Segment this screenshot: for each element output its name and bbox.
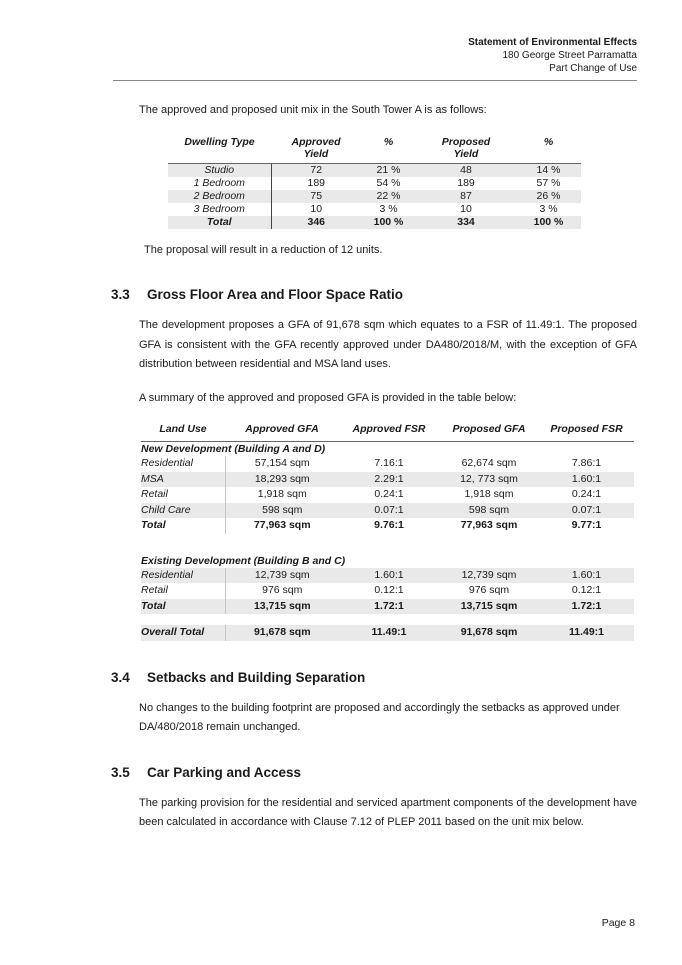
group-label-row [141, 554, 634, 568]
cell: 2 Bedroom [193, 189, 245, 202]
table-row [141, 583, 634, 599]
cell: Retail [141, 584, 168, 596]
section-title: Car Parking and Access [147, 764, 302, 780]
cell: 75 [271, 190, 361, 203]
cell: Studio [204, 163, 235, 176]
cell: 334 [457, 215, 475, 228]
cell: 13,715 sqm [225, 599, 339, 615]
cell: 2.29:1 [374, 472, 404, 485]
column-header: Proposed FSR [539, 421, 634, 442]
cell: 9.76:1 [374, 519, 404, 531]
table-row [141, 456, 634, 472]
gfa-paragraph: The development proposes a GFA of 91,678 sqm which equates to a FSR of 11.49:1. The proposed GFA is consistent with the GFA recently approved under DA480/2018/M, with the exception of GFA distribution between residential and MSA land uses. [139, 319, 637, 370]
cell: 13,715 sqm [460, 599, 518, 612]
page-number: Page 8 [601, 917, 635, 929]
overall-total-row [141, 625, 634, 641]
cell: 7.86:1 [571, 457, 602, 469]
cell: 0.24:1 [571, 488, 602, 500]
gfa-table [141, 421, 634, 641]
cell: 26 % [536, 189, 561, 202]
section-number: 3.3 [111, 287, 130, 302]
cell: 9.77:1 [571, 519, 602, 531]
cell: 0.12:1 [374, 584, 404, 596]
cell: Overall Total [141, 626, 205, 638]
cell: 1.72:1 [571, 599, 602, 612]
page-content [111, 101, 637, 833]
table-row [141, 568, 634, 584]
cell: Residential [141, 457, 193, 469]
cell: 12, 773 sqm [460, 472, 518, 485]
table-row [141, 487, 634, 503]
cell: 10 [271, 203, 361, 216]
cell: 976 sqm [225, 583, 339, 599]
table-total-row [141, 518, 634, 534]
table-row [141, 503, 634, 519]
cell: 14 % [536, 163, 561, 176]
reduction-note-text: The proposal will result in a reduction of 12 units. [144, 243, 383, 256]
cell: 1.60:1 [571, 472, 602, 485]
column-header: Approved FSR [339, 421, 439, 442]
cell: MSA [141, 472, 164, 485]
document-subtitle: Part Change of Use [549, 63, 637, 74]
cell: Child Care [141, 503, 191, 516]
cell: 21 % [376, 163, 401, 176]
section-title: Gross Floor Area and Floor Space Ratio [147, 287, 404, 302]
column-header: Land Use [141, 421, 225, 442]
cell: 0.07:1 [374, 503, 404, 516]
column-header: % [516, 134, 581, 164]
column-header: % [361, 134, 416, 164]
table-header-row [168, 134, 581, 164]
table-row [168, 190, 581, 203]
cell: 77,963 sqm [460, 519, 518, 531]
column-header: Approved GFA [225, 421, 339, 442]
cell: 189 [271, 177, 361, 190]
cell: 62,674 sqm [461, 457, 517, 469]
cell: 598 sqm [468, 503, 510, 516]
cell: 189 [457, 176, 475, 189]
column-header: Dwelling Type [168, 134, 271, 164]
unit-mix-intro-text: The approved and proposed unit mix in the South Tower A is as follows: [139, 104, 487, 116]
page-footer [602, 917, 635, 929]
cell: 22 % [376, 189, 401, 202]
document-address: 180 George Street Parramatta [502, 50, 637, 61]
section-heading-3-5 [111, 764, 637, 781]
table-header-row [141, 421, 634, 442]
cell: 1.60:1 [374, 568, 404, 581]
cell: 48 [460, 163, 472, 176]
cell: 12,739 sqm [225, 568, 339, 584]
table-total-row [141, 599, 634, 615]
cell: 54 % [376, 176, 401, 189]
cell: 18,293 sqm [225, 472, 339, 488]
spacer-row [141, 614, 634, 625]
cell: 57,154 sqm [225, 456, 339, 472]
cell: 346 [271, 216, 361, 229]
cell: 3 Bedroom [193, 202, 245, 215]
table-row [168, 203, 581, 216]
cell: Total [141, 519, 166, 531]
header-divider [113, 80, 637, 81]
group-label: New Development (Building A and D) [141, 443, 326, 455]
spacer-row [141, 534, 634, 554]
cell: 87 [460, 189, 472, 202]
cell: 1,918 sqm [225, 487, 339, 503]
unit-mix-table [168, 134, 581, 229]
cell: 976 sqm [468, 584, 510, 596]
section-title: Setbacks and Building Separation [147, 669, 366, 685]
cell: Total [206, 215, 232, 228]
cell: 100 % [533, 215, 564, 228]
section-heading-3-3 [111, 286, 637, 303]
cell: Residential [141, 568, 193, 581]
cell: 12,739 sqm [461, 568, 517, 581]
group-label-row [141, 442, 634, 457]
section-heading-3-4 [111, 669, 637, 686]
table-row [168, 177, 581, 190]
document-header [0, 0, 637, 75]
parking-paragraph: The parking provision for the residential and serviced apartment components of the development have been calculated in accordance with Clause 7.12 of PLEP 2011 based on the unit mix below. [139, 796, 637, 828]
section-number: 3.4 [111, 669, 130, 685]
document-title: Statement of Environmental Effects [468, 37, 637, 48]
gfa-table-intro-text: A summary of the approved and proposed GFA is provided in the table below: [139, 391, 517, 404]
table-row [168, 163, 581, 177]
cell: Total [141, 599, 166, 612]
cell: 1 Bedroom [193, 176, 245, 189]
cell: Retail [141, 488, 168, 500]
section-number: 3.5 [111, 764, 130, 780]
column-header: Proposed GFA [439, 421, 539, 442]
setbacks-paragraph: No changes to the building footprint are proposed and accordingly the setbacks as approved under DA/480/2018 remain unchanged. [139, 701, 620, 733]
cell: 0.07:1 [571, 503, 602, 516]
cell: 598 sqm [225, 503, 339, 519]
cell: 0.24:1 [374, 488, 404, 500]
table-total-row [168, 216, 581, 229]
cell: 57 % [536, 176, 561, 189]
table-row [141, 472, 634, 488]
cell: 72 [271, 163, 361, 177]
cell: 1,918 sqm [464, 488, 514, 500]
cell: 0.12:1 [571, 584, 602, 596]
cell: 77,963 sqm [225, 518, 339, 534]
cell: 7.16:1 [374, 457, 404, 469]
cell: 11.49:1 [371, 626, 407, 638]
cell: 91,678 sqm [225, 625, 339, 641]
cell: 11.49:1 [568, 626, 605, 638]
column-header: Approved Yield [271, 134, 361, 164]
cell: 100 % [373, 215, 404, 228]
cell: 91,678 sqm [460, 626, 518, 638]
cell: 10 [460, 202, 472, 215]
group-label: Existing Development (Building B and C) [141, 554, 346, 567]
cell: 3 % [379, 202, 398, 215]
column-header: Proposed Yield [416, 134, 516, 164]
cell: 1.72:1 [374, 599, 404, 612]
cell: 1.60:1 [571, 568, 602, 581]
cell: 3 % [539, 202, 558, 215]
